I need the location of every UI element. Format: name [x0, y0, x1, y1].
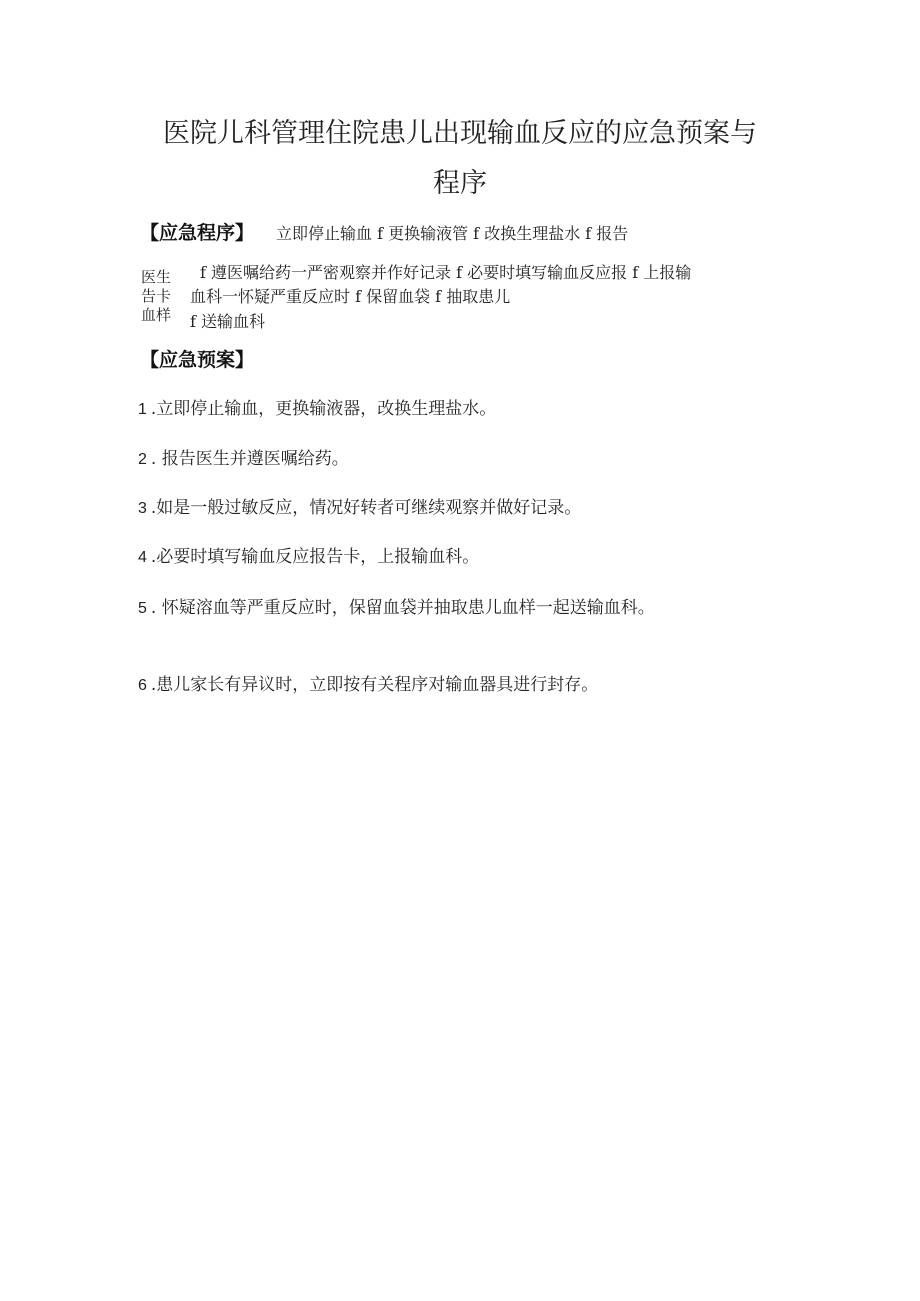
side-label-doctor: 医生 [141, 268, 172, 286]
plan-item-3 [138, 496, 778, 521]
plan-item-text: .立即停止输血，更换输液器，改换生理盐水。 [150, 399, 497, 419]
procedure-flow-line-2: 血科一怀疑严重反应时 f 保留血袋 f 抽取患儿 [190, 287, 511, 306]
side-label-blood-sample: 血样 [141, 306, 172, 324]
plan-item-text: . 怀疑溶血等严重反应时，保留血袋并抽取患儿血样一起送输血科。 [150, 598, 655, 618]
plan-item-2 [138, 447, 778, 472]
plan-item-text: .如是一般过敏反应，情况好转者可继续观察并做好记录。 [150, 498, 582, 518]
plan-heading: 【应急预案】 [140, 349, 255, 371]
procedure-first-line: 立即停止输血 f 更换输液管 f 改换生理盐水 f 报告 [276, 224, 629, 243]
plan-item-text: .患儿家长有异议时，立即按有关程序对输血器具进行封存。 [150, 675, 599, 695]
plan-item-text: .必要时填写输血反应报告卡，上报输血科。 [150, 547, 480, 567]
procedure-flow-line-1: f 遵医嘱给药一严密观察并作好记录 f 必要时填写输血反应报 f 上报输 [200, 263, 692, 282]
plan-item-number: 2 [138, 451, 147, 468]
plan-item-number: 4 [138, 549, 147, 566]
side-label-card: 告卡 [141, 287, 172, 305]
plan-item-4 [138, 545, 778, 570]
document-title-line-2: 程序 [433, 168, 487, 199]
plan-item-number: 6 [138, 677, 147, 694]
plan-item-text: . 报告医生并遵医嘱给药。 [150, 449, 349, 469]
plan-item-number: 3 [138, 500, 147, 517]
procedure-flow-line-3: f 送输血科 [190, 312, 266, 331]
plan-item-5 [138, 596, 778, 621]
plan-item-6 [138, 673, 778, 698]
document-title-line-1: 医院儿科管理住院患儿出现输血反应的应急预案与 [163, 118, 757, 149]
plan-item-number: 5 [138, 600, 147, 617]
plan-item-number: 1 [138, 401, 147, 418]
procedure-heading: 【应急程序】 [140, 222, 255, 244]
plan-item-1 [138, 397, 778, 422]
